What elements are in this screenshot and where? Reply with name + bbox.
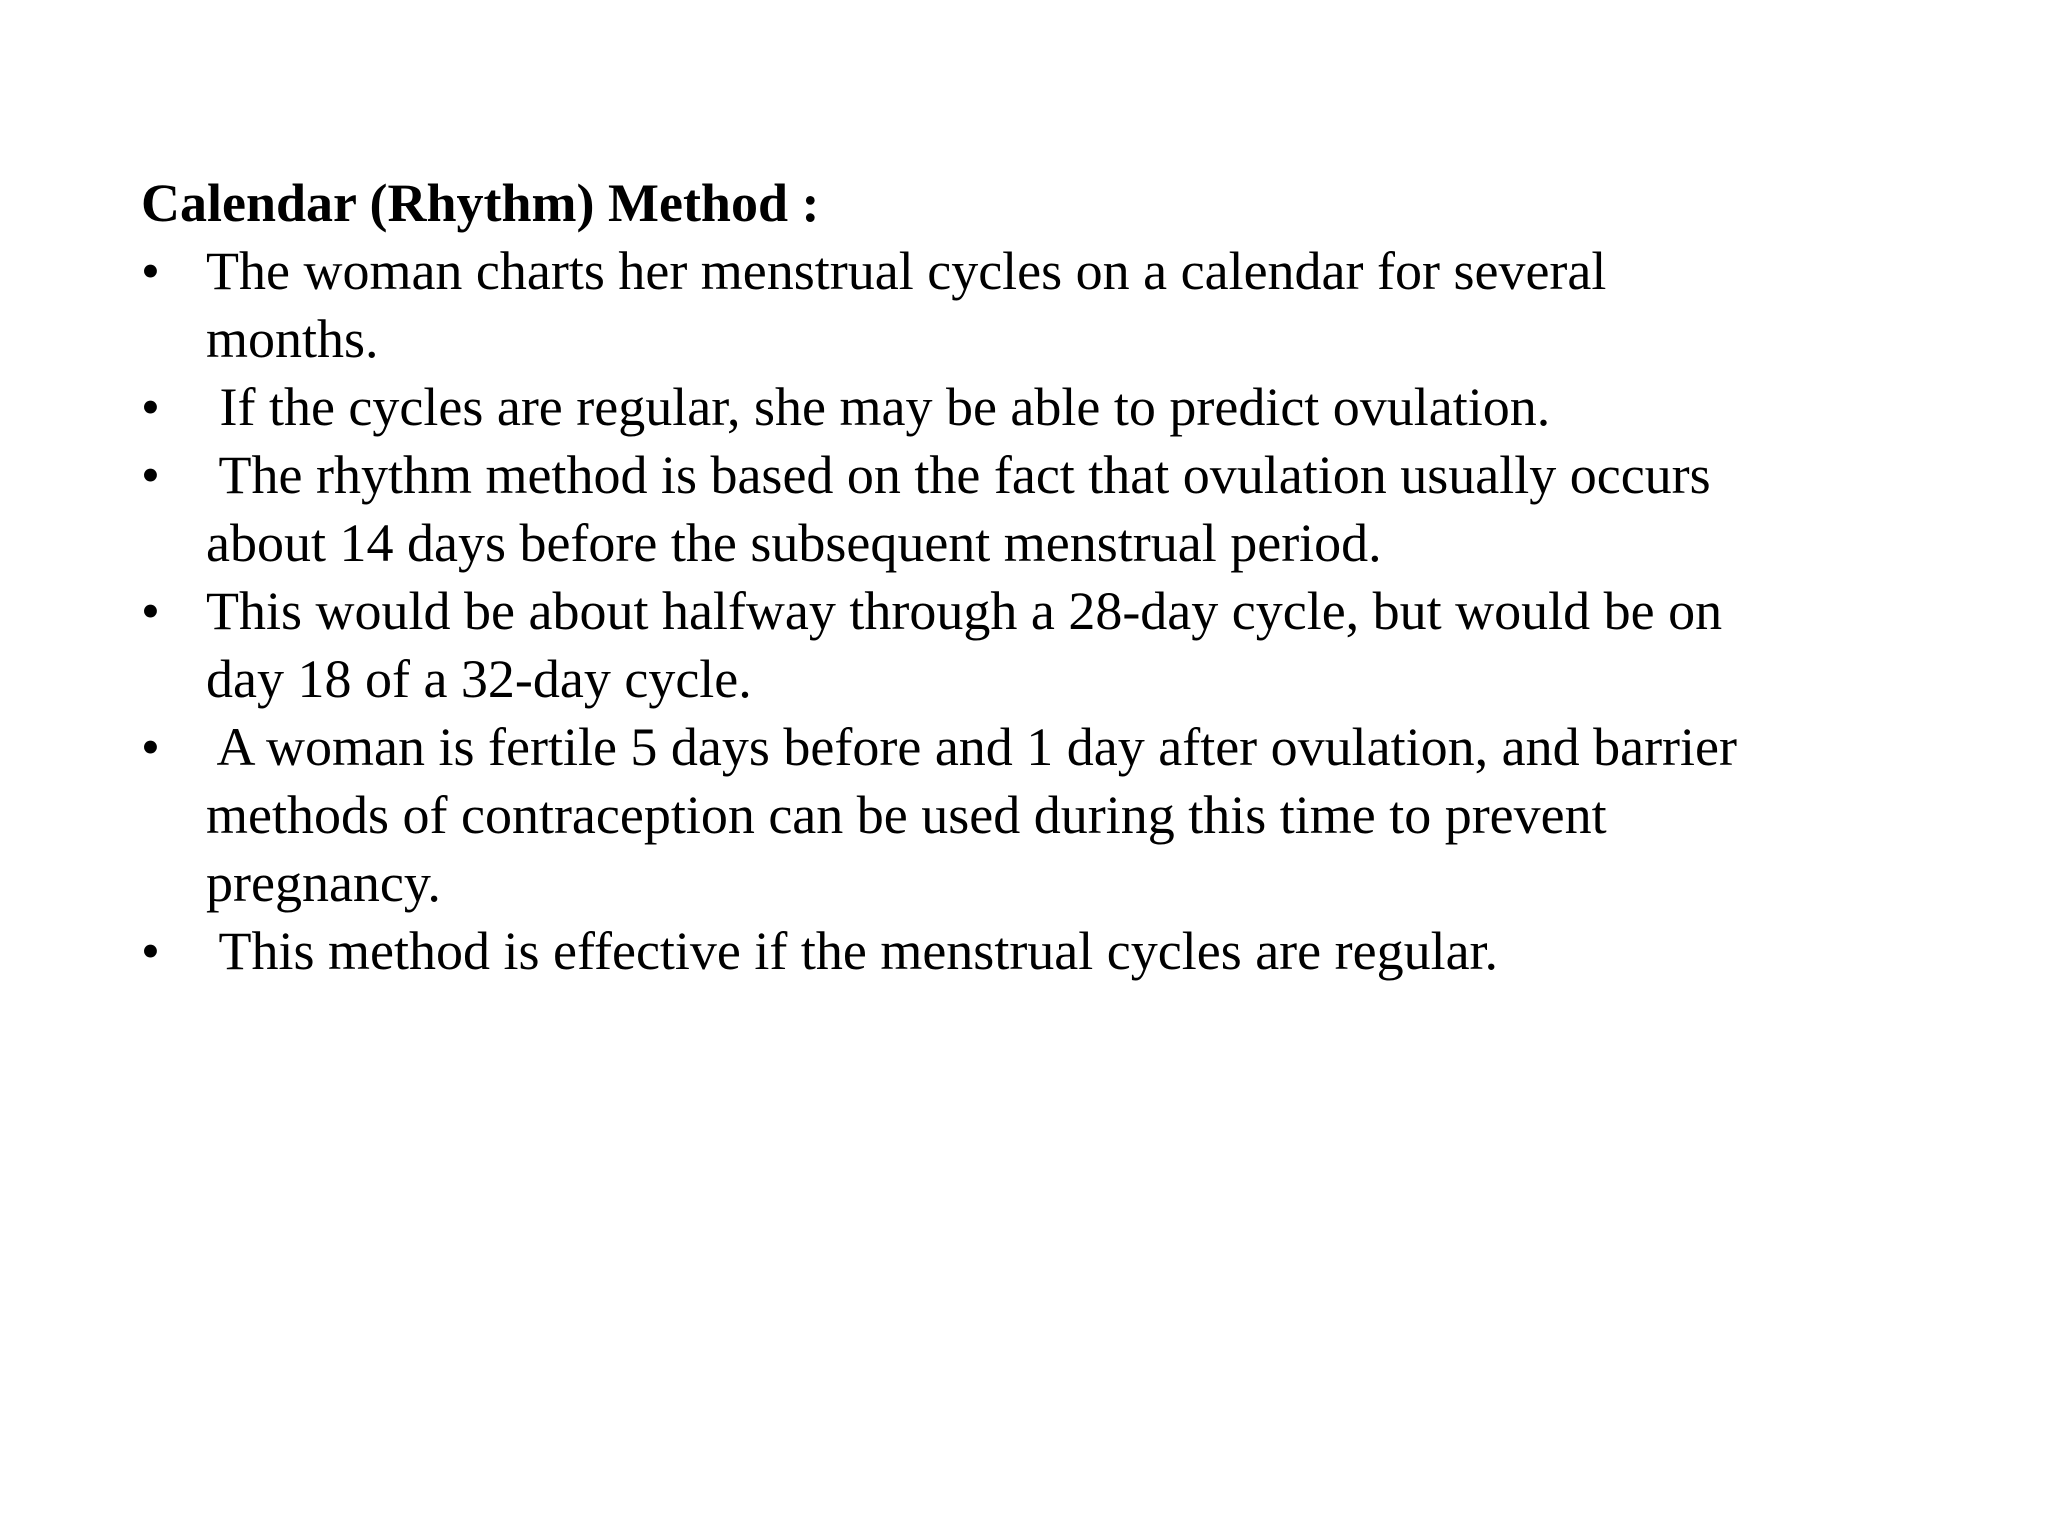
bullet-icon: •	[141, 241, 160, 301]
bullet-line: day 18 of a 32-day cycle.	[206, 649, 752, 709]
bullet-line: The rhythm method is based on the fact that ovulation usually occurs	[206, 445, 1711, 505]
bullet-item	[141, 713, 1941, 917]
bullet-line: about 14 days before the subsequent menstrual period.	[206, 513, 1382, 573]
bullet-icon: •	[141, 717, 160, 777]
bullet-line: A woman is fertile 5 days before and 1 day after ovulation, and barrier	[206, 717, 1737, 777]
bullet-line: This would be about halfway through a 28-day cycle, but would be on	[206, 581, 1723, 641]
bullet-line: pregnancy.	[206, 853, 441, 913]
slide-content	[141, 169, 1941, 985]
bullet-item	[141, 237, 1941, 373]
bullet-line: The woman charts her menstrual cycles on a calendar for several	[206, 241, 1607, 301]
bullet-icon: •	[141, 377, 160, 437]
bullet-line: If the cycles are regular, she may be able to predict ovulation.	[206, 377, 1551, 437]
bullet-item	[141, 441, 1941, 577]
bullet-icon: •	[141, 581, 160, 641]
bullet-line: methods of contraception can be used during this time to prevent	[206, 785, 1607, 845]
bullet-item	[141, 577, 1941, 713]
bullet-item	[141, 373, 1941, 441]
bullet-item	[141, 917, 1941, 985]
slide-title: Calendar (Rhythm) Method :	[141, 173, 820, 233]
bullet-icon: •	[141, 445, 160, 505]
bullet-list	[141, 237, 1941, 985]
bullet-line: This method is effective if the menstrual cycles are regular.	[206, 921, 1499, 981]
bullet-icon: •	[141, 921, 160, 981]
bullet-line: months.	[206, 309, 379, 369]
